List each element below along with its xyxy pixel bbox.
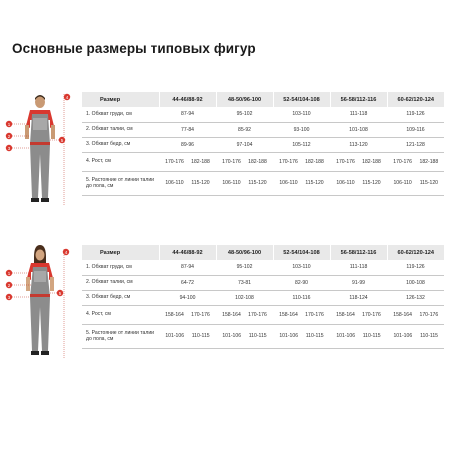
header-size: 44-46/88-92 [159, 245, 216, 260]
cell-pair [159, 324, 216, 348]
cell-value: 126-132 [387, 290, 444, 305]
cell-value: 170-176 [279, 158, 298, 165]
cell-value: 89-96 [159, 137, 216, 152]
cell-value: 158-164 [279, 311, 298, 318]
cell-value: 115-120 [362, 180, 381, 186]
table-row [82, 137, 444, 152]
female-figure [0, 245, 80, 363]
cell-value: 119-126 [387, 260, 444, 275]
cell-value: 111-118 [330, 107, 387, 122]
cell-value: 115-120 [248, 180, 267, 186]
row-label: 1. Обхват груди, см [82, 107, 159, 122]
cell-value: 106-110 [336, 180, 355, 186]
table-header-row [82, 245, 444, 260]
table-header-row [82, 92, 444, 107]
cell-pair [330, 152, 387, 171]
table-row [82, 275, 444, 290]
cell-value: 170-176 [362, 311, 381, 318]
cell-value: 113-120 [330, 137, 387, 152]
cell-value: 182-188 [191, 158, 210, 165]
svg-text:5: 5 [60, 138, 64, 143]
cell-pair [387, 152, 444, 171]
cell-value: 101-106 [393, 333, 413, 339]
header-label: Размер [82, 92, 159, 107]
marker-chest [6, 121, 12, 127]
cell-value: 170-176 [191, 311, 210, 318]
cell-pair [273, 305, 330, 324]
cell-value: 91-99 [330, 275, 387, 290]
svg-text:5: 5 [58, 291, 62, 296]
cell-value: 170-176 [336, 158, 355, 165]
female-size-block [0, 245, 450, 363]
cell-value: 158-164 [336, 311, 355, 318]
cell-value: 95-102 [216, 107, 273, 122]
row-label: 3. Обхват бедр, см [82, 290, 159, 305]
cell-pair [330, 305, 387, 324]
cell-pair [330, 324, 387, 348]
cell-value: 102-108 [216, 290, 273, 305]
cell-pair [159, 152, 216, 171]
row-label: 5. Растояние от линии талии до пола, см [82, 171, 159, 195]
cell-value: 77-84 [159, 122, 216, 137]
cell-value: 158-164 [165, 311, 184, 318]
cell-value: 115-120 [419, 180, 439, 186]
cell-value: 100-108 [387, 275, 444, 290]
cell-value: 64-72 [159, 275, 216, 290]
cell-value: 110-115 [248, 333, 267, 339]
marker-height [64, 94, 70, 100]
cell-value: 170-176 [393, 158, 412, 165]
marker-waist-to-floor [57, 290, 63, 296]
row-label: 4. Рост, см [82, 152, 159, 171]
cell-value: 170-176 [222, 158, 241, 165]
cell-value: 101-106 [336, 333, 356, 339]
row-label: 2. Обхват талии, см [82, 122, 159, 137]
cell-pair [387, 305, 444, 324]
cell-value: 115-120 [305, 180, 324, 186]
marker-hips [6, 145, 12, 151]
cell-value: 158-164 [222, 311, 241, 318]
cell-value: 85-92 [216, 122, 273, 137]
row-label: 3. Обхват бедр, см [82, 137, 159, 152]
cell-pair [387, 324, 444, 348]
svg-text:1: 1 [7, 271, 11, 276]
table-row [82, 290, 444, 305]
header-size: 52-54/104-108 [273, 245, 330, 260]
cell-pair [273, 152, 330, 171]
table-row [82, 122, 444, 137]
marker-hips [6, 294, 12, 300]
cell-value: 121-128 [387, 137, 444, 152]
cell-value: 111-118 [330, 260, 387, 275]
cell-value: 103-110 [273, 260, 330, 275]
cell-value: 93-100 [273, 122, 330, 137]
cell-value: 87-94 [159, 107, 216, 122]
cell-value: 106-110 [165, 180, 184, 186]
cell-value: 106-110 [393, 180, 412, 186]
marker-waist [6, 282, 12, 288]
cell-pair [387, 171, 444, 195]
cell-value: 103-110 [273, 107, 330, 122]
cell-value: 101-106 [279, 333, 299, 339]
cell-value: 87-94 [159, 260, 216, 275]
cell-pair [216, 171, 273, 195]
cell-value: 101-108 [330, 122, 387, 137]
cell-pair [273, 171, 330, 195]
cell-value: 170-176 [165, 158, 184, 165]
header-size: 48-50/96-100 [216, 92, 273, 107]
cell-value: 118-124 [330, 290, 387, 305]
row-label: 2. Обхват талии, см [82, 275, 159, 290]
cell-pair [273, 324, 330, 348]
table-row [82, 107, 444, 122]
svg-text:2: 2 [7, 283, 11, 288]
svg-text:3: 3 [7, 146, 11, 151]
cell-value: 110-116 [273, 290, 330, 305]
header-size: 56-58/112-116 [330, 245, 387, 260]
cell-value: 82-90 [273, 275, 330, 290]
table-row [82, 324, 444, 348]
table-row [82, 305, 444, 324]
cell-value: 182-188 [362, 158, 381, 165]
cell-value: 170-176 [305, 311, 324, 318]
header-label: Размер [82, 245, 159, 260]
cell-value: 97-104 [216, 137, 273, 152]
cell-value: 115-120 [191, 180, 210, 186]
cell-value: 105-112 [273, 137, 330, 152]
cell-value: 110-115 [191, 333, 210, 339]
cell-value: 109-116 [387, 122, 444, 137]
cell-value: 110-115 [305, 333, 324, 339]
header-size: 56-58/112-116 [330, 92, 387, 107]
male-figure [0, 92, 80, 210]
cell-pair [216, 324, 273, 348]
cell-value: 170-176 [248, 311, 267, 318]
cell-value: 73-81 [216, 275, 273, 290]
male-size-block [0, 92, 450, 210]
header-size: 60-62/120-124 [387, 245, 444, 260]
header-size: 52-54/104-108 [273, 92, 330, 107]
cell-value: 106-110 [279, 180, 298, 186]
cell-pair [159, 171, 216, 195]
marker-waist-to-floor [59, 137, 65, 143]
cell-pair [159, 305, 216, 324]
page-title: Основные размеры типовых фигур [12, 41, 256, 56]
cell-pair [216, 152, 273, 171]
table-row [82, 152, 444, 171]
row-label: 4. Рост, см [82, 305, 159, 324]
svg-text:4: 4 [64, 250, 68, 255]
male-figure-illustration [0, 92, 80, 210]
svg-text:3: 3 [7, 295, 11, 300]
cell-value: 182-188 [419, 158, 439, 165]
table-row [82, 171, 444, 195]
cell-value: 170-176 [419, 311, 439, 318]
cell-value: 182-188 [305, 158, 324, 165]
cell-value: 101-106 [222, 333, 242, 339]
cell-pair [330, 171, 387, 195]
cell-value: 101-106 [165, 333, 185, 339]
svg-text:1: 1 [7, 122, 11, 127]
cell-value: 110-115 [420, 333, 439, 339]
female-size-table [82, 245, 444, 349]
cell-value: 158-164 [393, 311, 412, 318]
cell-value: 119-126 [387, 107, 444, 122]
marker-chest [6, 270, 12, 276]
cell-value: 182-188 [248, 158, 267, 165]
cell-pair [216, 305, 273, 324]
header-size: 44-46/88-92 [159, 92, 216, 107]
header-size: 48-50/96-100 [216, 245, 273, 260]
cell-value: 94-100 [159, 290, 216, 305]
row-label: 5. Растояние от линии талии до пола, см [82, 324, 159, 348]
svg-text:2: 2 [7, 134, 11, 139]
male-size-table [82, 92, 444, 196]
table-row [82, 260, 444, 275]
cell-value: 110-115 [362, 333, 381, 339]
header-size: 60-62/120-124 [387, 92, 444, 107]
cell-value: 106-110 [222, 180, 241, 186]
marker-height [63, 249, 69, 255]
female-figure-illustration [0, 245, 80, 363]
marker-waist [6, 133, 12, 139]
cell-value: 95-102 [216, 260, 273, 275]
svg-text:4: 4 [65, 95, 69, 100]
row-label: 1. Обхват груди, см [82, 260, 159, 275]
